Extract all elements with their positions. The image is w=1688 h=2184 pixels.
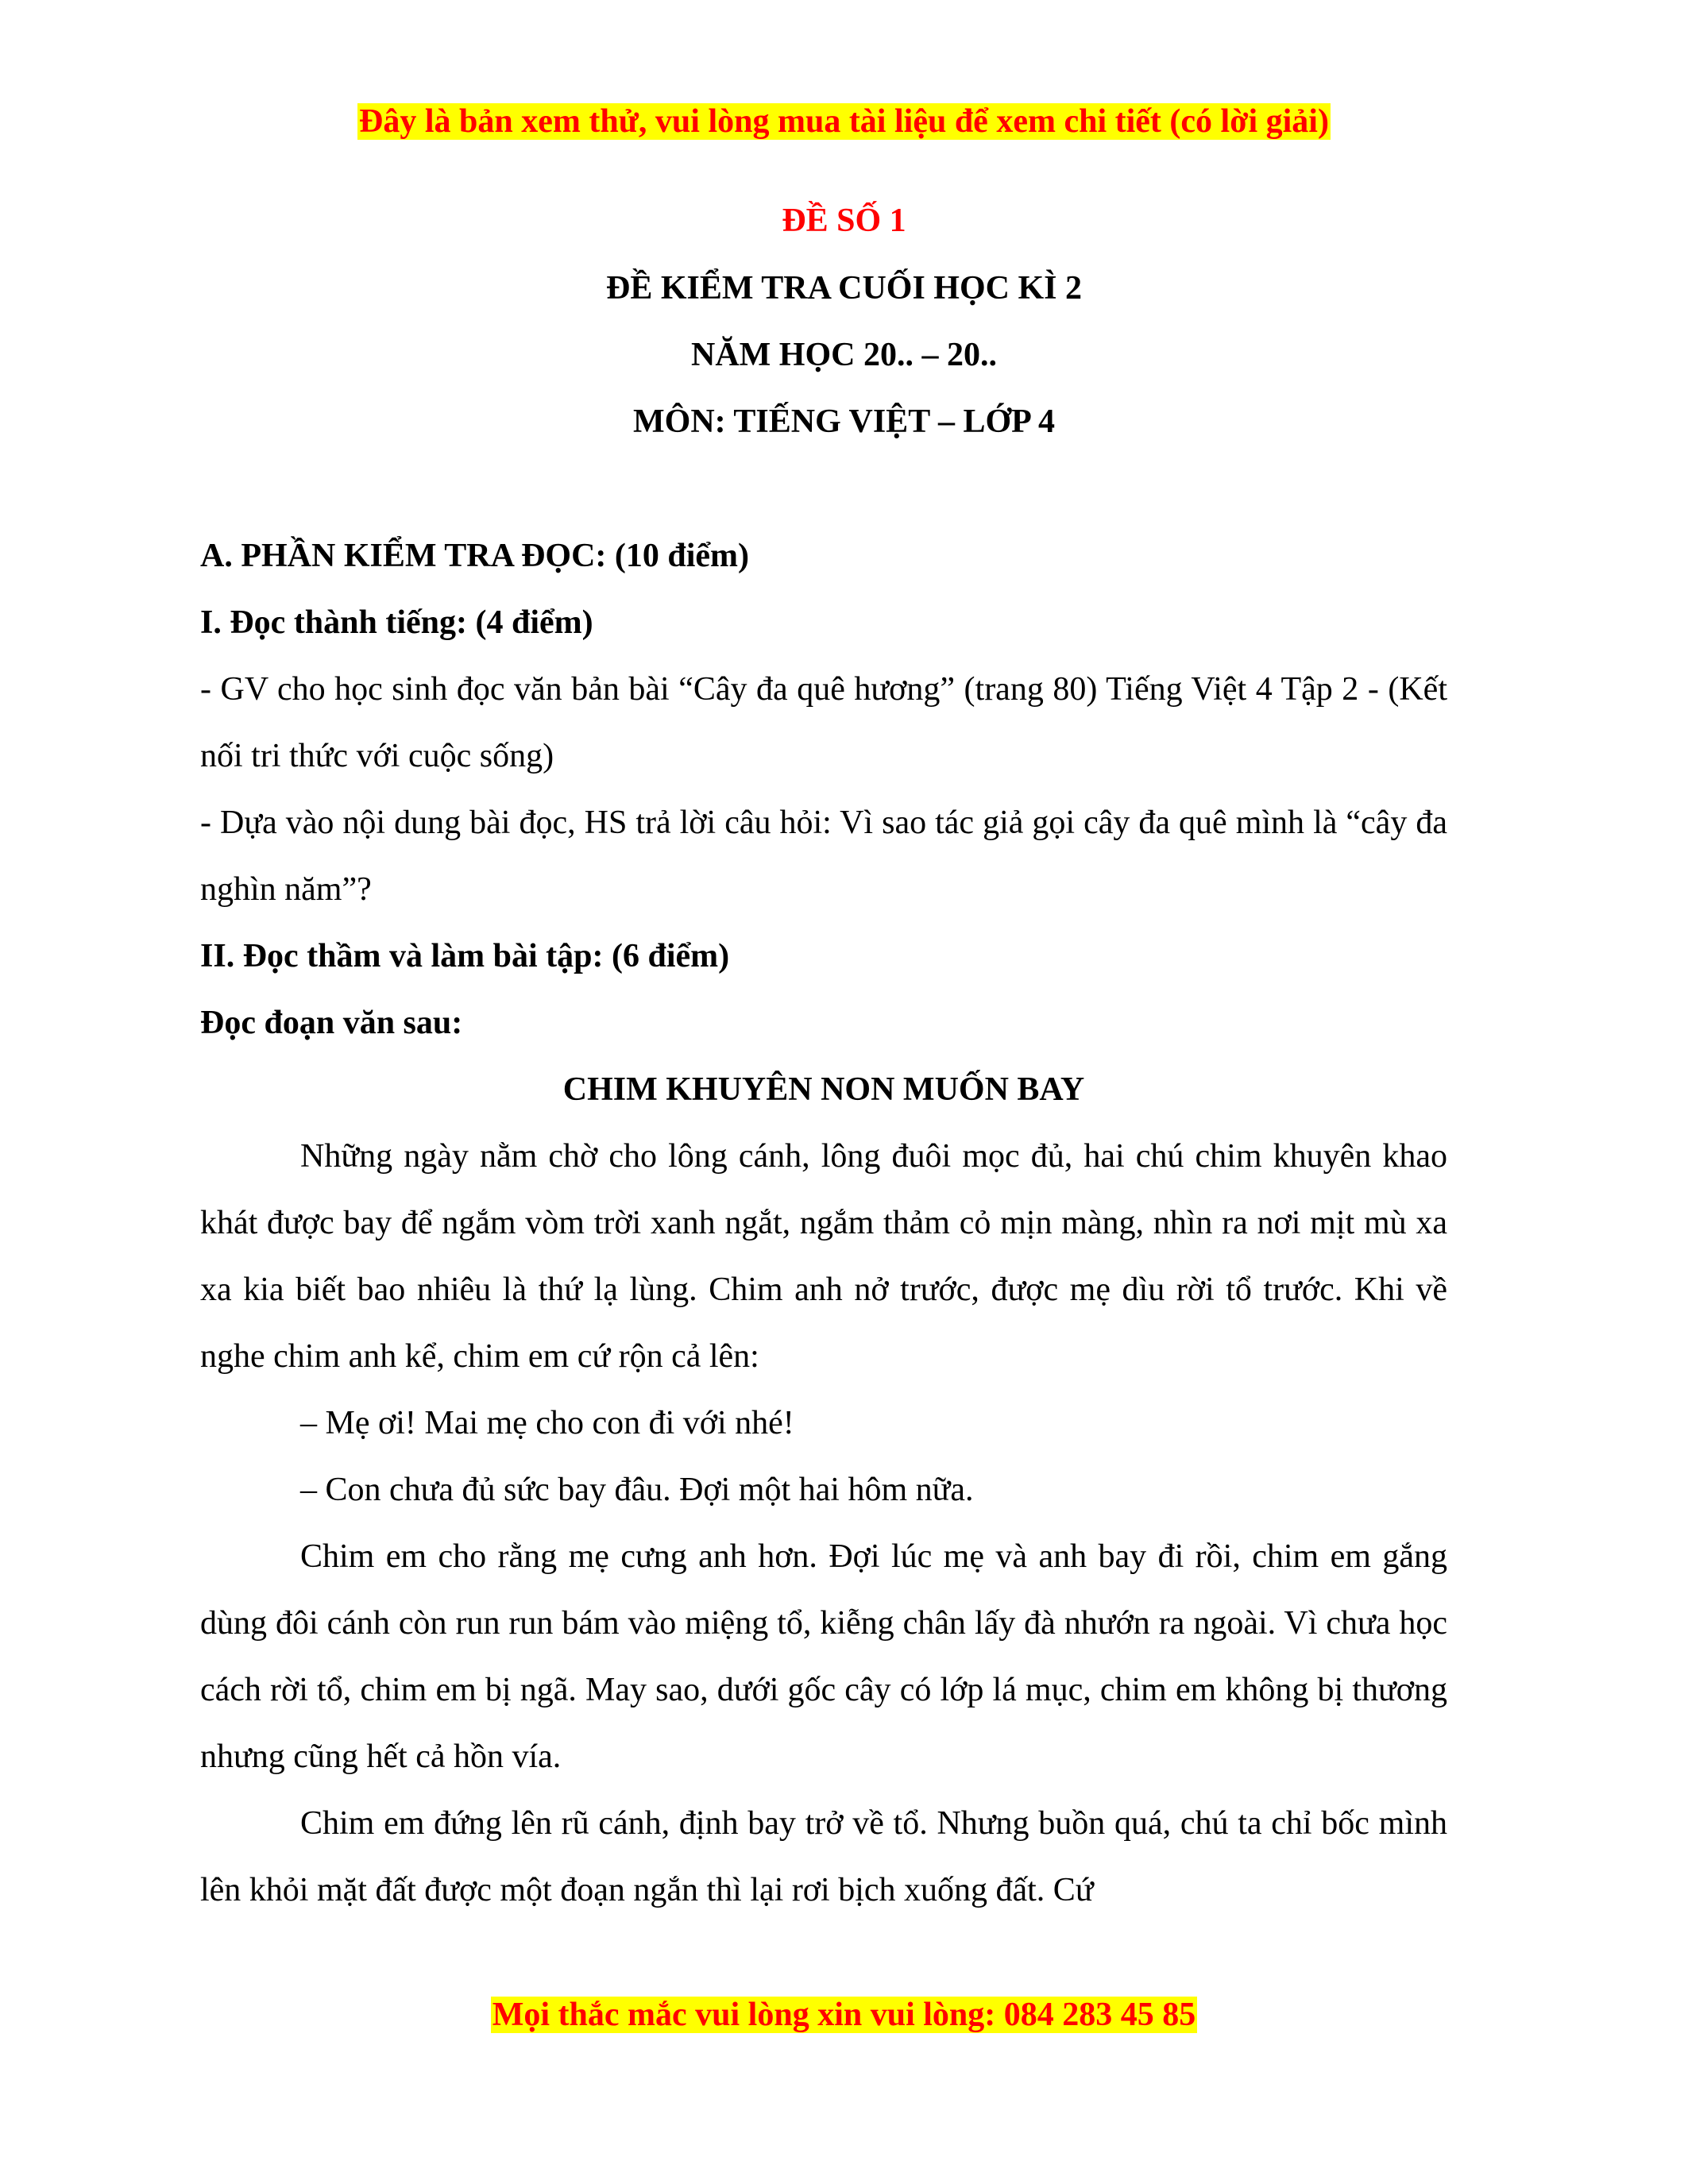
section-a-heading: A. PHẦN KIỂM TRA ĐỌC: (10 điểm)	[200, 538, 750, 574]
contact-notice-text: Mọi thắc mắc vui lòng xin vui lòng: 084 283 45 85	[492, 1997, 1196, 2033]
preview-notice-banner	[0, 102, 1688, 141]
story-paragraph-3: Chim em đứng lên rũ cánh, định bay trở về tổ. Nhưng buồn quá, chú ta chỉ bốc mình lên khỏi mặt đất được một đoạn ngắn thì lại rơi bịch xuống đất. Cứ	[200, 1805, 1447, 1908]
preview-notice-text: Đây là bản xem thử, vui lòng mua tài liệu để xem chi tiết (có lời giải)	[359, 103, 1329, 140]
part1-instruction-1: - GV cho học sinh đọc văn bản bài “Cây đa quê hương” (trang 80) Tiếng Việt 4 Tập 2 - (Kết nối tri thức với cuộc sống)	[200, 671, 1447, 774]
part1-instruction-2: - Dựa vào nội dung bài đọc, HS trả lời câu hỏi: Vì sao tác giả gọi cây đa quê mình là “cây đa nghìn năm”?	[200, 805, 1447, 908]
read-instruction: Đọc đoạn văn sau:	[200, 1005, 463, 1041]
document-body	[200, 523, 1447, 1924]
story-title: CHIM KHUYÊN NON MUỐN BAY	[562, 1071, 1085, 1108]
contact-notice-banner	[0, 1995, 1688, 2035]
exam-title: ĐỀ KIỂM TRA CUỐI HỌC KÌ 2	[606, 270, 1082, 307]
exam-number: ĐỀ SỐ 1	[782, 203, 906, 239]
dialog-line-2: – Con chưa đủ sức bay đâu. Đợi một hai hôm nữa.	[300, 1472, 974, 1508]
part2-heading: II. Đọc thầm và làm bài tập: (6 điểm)	[200, 938, 730, 974]
subject-line: MÔN: TIẾNG VIỆT – LỚP 4	[633, 403, 1055, 440]
part1-heading: I. Đọc thành tiếng: (4 điểm)	[200, 604, 593, 641]
dialog-line-1: – Mẹ ơi! Mai mẹ cho con đi với nhé!	[300, 1405, 794, 1441]
school-year: NĂM HỌC 20.. – 20..	[691, 337, 997, 373]
story-paragraph-1: Những ngày nằm chờ cho lông cánh, lông đuôi mọc đủ, hai chú chim khuyên khao khát được bay để ngắm vòm trời xanh ngắt, ngắm thảm cỏ mịn màng, nhìn ra nơi mịt mù xa xa kia biết bao nhiêu là thứ lạ lùng. Chim anh nở trước, được mẹ dìu rời tổ trước. Khi về nghe chim anh kể, chim em cứ rộn cả lên:	[200, 1138, 1447, 1375]
story-paragraph-2: Chim em cho rằng mẹ cưng anh hơn. Đợi lúc mẹ và anh bay đi rồi, chim em gắng dùng đôi cánh còn run run bám vào miệng tổ, kiễng chân lấy đà nhướn ra ngoài. Vì chưa học cách rời tổ, chim em bị ngã. May sao, dưới gốc cây có lớp lá mục, chim em không bị thương nhưng cũng hết cả hồn vía.	[200, 1538, 1447, 1775]
